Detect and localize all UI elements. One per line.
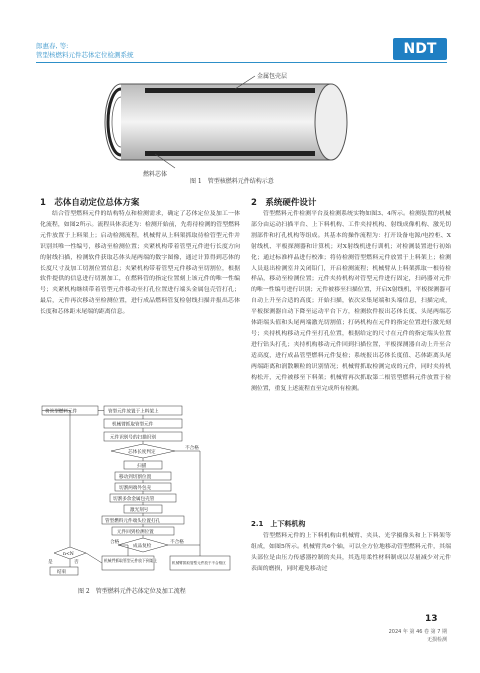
label-core: 燃料芯体 — [143, 171, 168, 178]
fc-node-i: 切割多余金属包壳管 — [113, 497, 155, 502]
fc-node-o: 是 — [48, 560, 53, 565]
section-2-body: 管型燃料元件检测平台及检测系统实物如图3、4所示。检测装置的机械部分由运动扫描平台、上下料机构、工件夹持机构、射线成像机构、激光切割部件和打孔机构等组成。其基本的操作流程为：打开设备电源/电控柜、X射线机、平板探测器和计算机；对X射线机进行训机；对检测装置进行初始化；通过标准样品进行校准；将待检测管型燃料元件放置于上料架上；检测人员退出检测室并关闭铅门，开启检测流程；机械臂从上料架抓取一根待检样品，移动至检测位置；元件夹持机构对管型元件进行固定，扫码器对元件的唯一性编号进行识别；元件被移至扫描位置，开启X射线机，平板探测器可自动上升至合适的高度；开始扫描，依次采集尾端和头端信息，扫描完成，平板探测器自动下降至运动平台下方，检测软件报出芯体长度、头尾两端芯体距端头值和头尾两端激光切割值；打码机构在元件的指定位置进行激光刻号；夹持机构移动元件至打孔位置，根据给定的尺寸在元件的指定端头位置进行钻头打孔；夹持机构移动元件回到扫描位置，平板探测器自动上升至合适高度，进行成品管型燃料元件复检；系统报出芯体长度值、芯体距离头尾两端距离和润散颗粒的识别情况；机械臂抓取检测完成的元件，同时夹持机构松开，元件被移至下料架；机械臂再次抓取第二根管型燃料元件放置于检测位置，重复上述流程直至完成所有检测。 — [251, 211, 451, 392]
tube-body — [121, 84, 331, 160]
section-2-title: 2 系统硬件设计 — [251, 198, 317, 208]
fc-node-m-yes: 合格 — [110, 540, 120, 545]
label-cladding: 金属包壳层 — [257, 73, 288, 80]
section-2-1-body: 管型燃料元件的上下料机构由机械臂、夹具、光学摄像头和上下料架等组成，如图5所示。机械臂共6个轴，可以全方位地移动管型燃料元件，其端头部位是由压力传感器控制的夹具，其选用柔性材料制成以尽量减少对元件表面的磨损，同时避免移动过 — [251, 533, 451, 572]
fc-node-b: 管型元件放置于上料架上 — [108, 409, 159, 415]
page-number: 13 — [425, 614, 438, 624]
fc-node-d: 元件识别号的扫描识别 — [110, 435, 156, 441]
header-divider — [36, 62, 447, 63]
fc-node-s: 机械臂抓取管型元件放于不合格区 — [172, 561, 226, 565]
fc-node-h: 切割两端外包壳 — [119, 486, 152, 491]
figure-2-flowchart — [40, 403, 240, 583]
fc-node-j: 激光刻号 — [130, 508, 149, 513]
footer-journal: 无损检测 — [426, 637, 447, 643]
section-1-body: 结合管型燃料元件的结构特点和检测需求，确定了芯体定位及加工一体化流程，如图2所示。流程具体表述为：检测开始前，先将待检测的管型燃料元件放置于上料架上；启动检测流程，机械臂从上料架抓取待检管型元件并识别其唯一性编号，移动至检测位置；夹紧机构带着管型元件进行长度方向的射线扫描，检测软件获取芯体头尾两端的数字图像，通过计算得到芯体的长度尺寸及加工切割位置信息；夹紧机构带着管型元件移动至切割位，根据软件提供的信息进行切割加工，在燃料管的指定位置刻上该元件的唯一性编号；夹紧机构继续带着管型元件移动至打孔位置进行端头金属包壳管打孔；最后，元件再次移动至检测位置，进行成品燃料管复检射线扫描并报出芯体长度和芯体距末尾端的距离信息。 — [40, 211, 240, 316]
fc-node-r: 机械臂抓取管型元件放下到架上 — [104, 558, 158, 563]
fc-node-l: 元件回到检测位置 — [117, 530, 154, 535]
tube-far-end — [315, 84, 347, 160]
header-title: 管型核燃料元件芯体定位检测系统 — [36, 51, 134, 59]
fc-node-g: 移动到切割位置 — [119, 475, 152, 480]
fc-node-m-no: 不合格 — [170, 540, 184, 545]
figure-1-diagram — [95, 72, 395, 182]
figure-1-caption: 图 1 管型核燃料元件结构示意 — [190, 178, 274, 185]
section-1-title: 1 芯体自动定位总体方案 — [40, 198, 140, 208]
header-authors — [36, 42, 134, 60]
core-band-bottom — [145, 151, 315, 156]
figure-2-caption: 图 2 管型燃料元件芯体定位及加工流程 — [78, 588, 186, 595]
fc-node-m: 成品复检 — [133, 544, 152, 549]
footer-issue: 2024 年 第 46 卷 第 7 期 — [388, 629, 447, 635]
fc-node-p: 否 — [74, 560, 79, 565]
core-band-top — [145, 88, 315, 93]
fc-node-e-no: 不合格 — [185, 446, 199, 451]
fc-node-e: 芯体长度判定 — [128, 450, 156, 455]
fc-node-c: 机械臂抓取管型元件 — [112, 422, 154, 428]
journal-logo: NDT — [393, 38, 447, 60]
fc-node-a: 将管型燃料元件 — [45, 409, 78, 415]
section-2-1-title: 2.1 上下料机构 — [251, 520, 306, 528]
fc-node-f: 扫描 — [137, 464, 147, 469]
fc-node-n: n<N — [63, 552, 74, 557]
header-author-line: 郎惠春, 等: — [36, 42, 69, 50]
fc-node-q: 结束 — [57, 570, 67, 575]
fc-node-k: 管型燃料元件端头位置打孔 — [105, 519, 161, 524]
